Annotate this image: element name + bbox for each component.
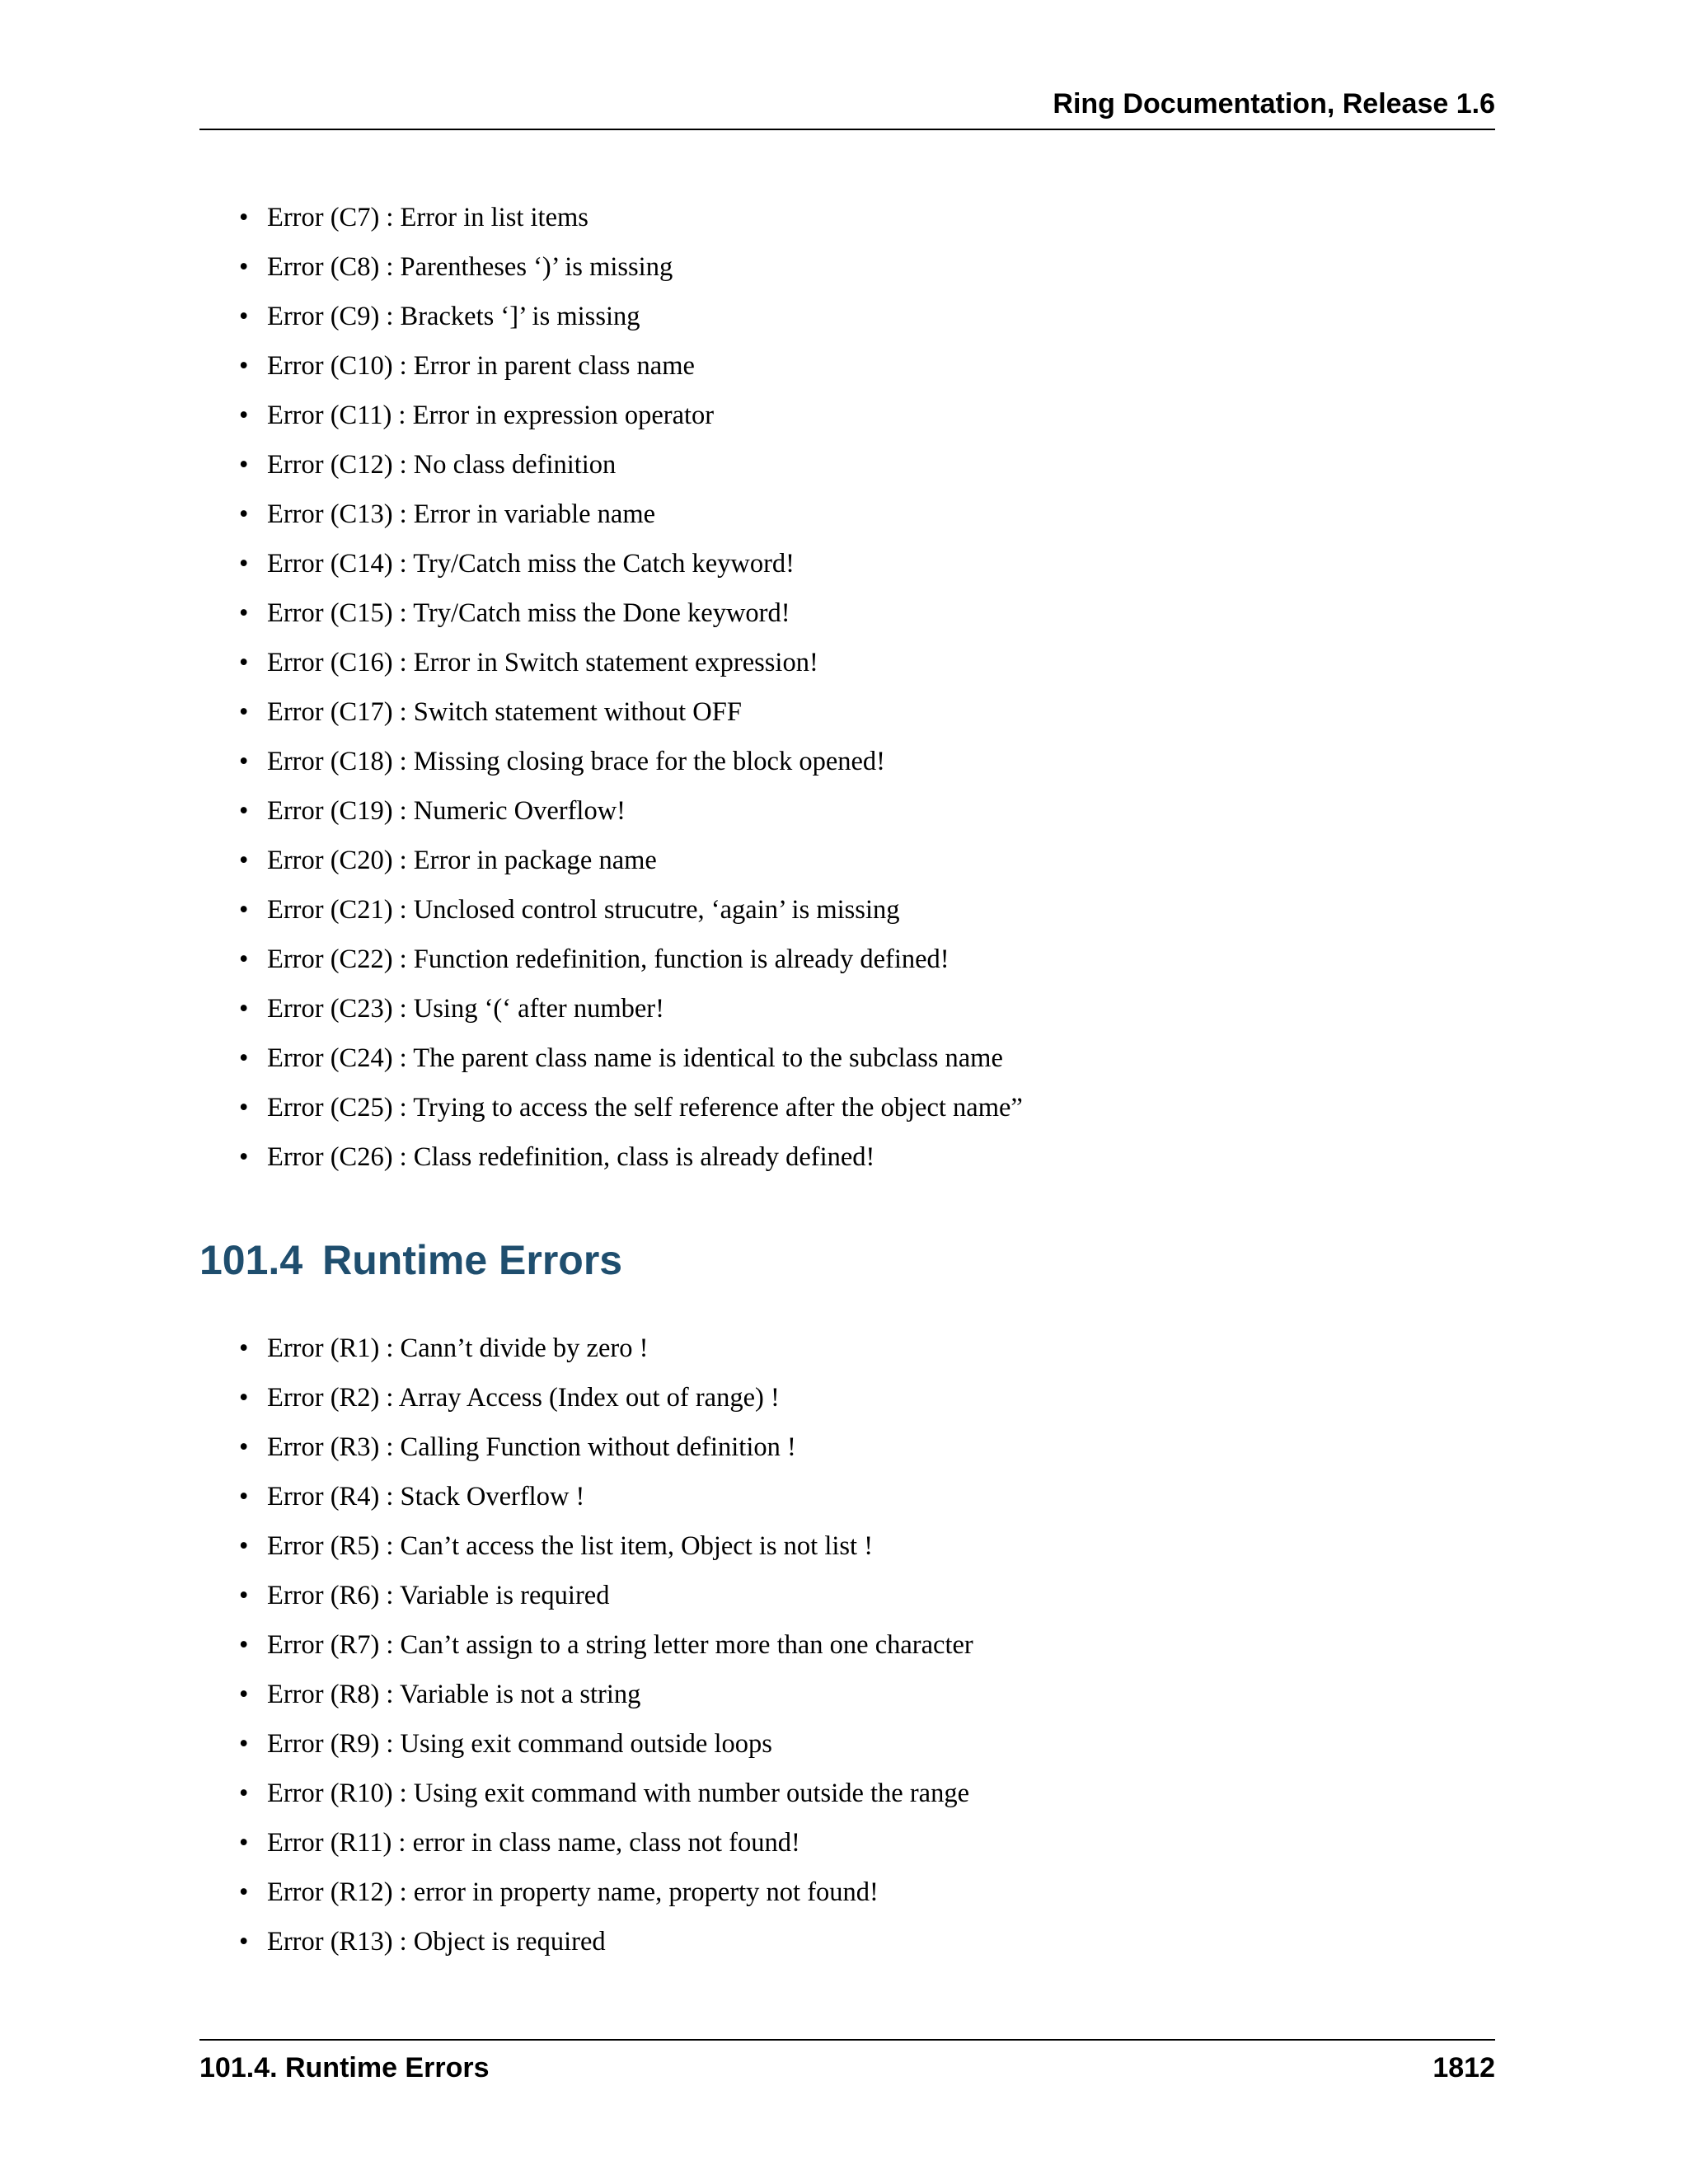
list-item	[239, 1868, 973, 1917]
bullet-icon: •	[239, 351, 249, 381]
list-item	[239, 1324, 973, 1373]
list-item	[239, 984, 1023, 1033]
list-item-text: Error (C15) : Try/Catch miss the Done keyword!	[267, 598, 790, 628]
list-item	[239, 341, 1023, 391]
list-item	[239, 885, 1023, 935]
list-item	[239, 836, 1023, 885]
list-item	[239, 440, 1023, 490]
bullet-icon: •	[239, 1531, 249, 1561]
bullet-icon: •	[239, 1581, 249, 1610]
bullet-icon: •	[239, 1729, 249, 1759]
running-header	[199, 89, 1495, 130]
list-item	[239, 737, 1023, 786]
list-item	[239, 588, 1023, 638]
bullet-icon: •	[239, 648, 249, 677]
list-item-text: Error (C17) : Switch statement without OFF	[267, 697, 742, 727]
list-item-text: Error (C8) : Parentheses ‘)’ is missing	[267, 252, 673, 282]
list-item-text: Error (R2) : Array Access (Index out of range) !	[267, 1383, 780, 1413]
list-item	[239, 1472, 973, 1521]
list-item-text: Error (C18) : Missing closing brace for the block opened!	[267, 747, 886, 776]
list-item	[239, 391, 1023, 440]
list-item	[239, 786, 1023, 836]
list-item	[239, 1620, 973, 1670]
list-item-text: Error (C26) : Class redefinition, class is already defined!	[267, 1142, 875, 1172]
list-item	[239, 193, 1023, 242]
list-item-text: Error (C14) : Try/Catch miss the Catch keyword!	[267, 549, 795, 579]
bullet-icon: •	[239, 1383, 249, 1413]
section-number: 101.4	[199, 1237, 303, 1283]
list-item	[239, 1670, 973, 1719]
bullet-icon: •	[239, 1779, 249, 1808]
bullet-icon: •	[239, 1043, 249, 1073]
bullet-icon: •	[239, 1828, 249, 1858]
list-item	[239, 539, 1023, 588]
list-item	[239, 1769, 973, 1818]
bullet-icon: •	[239, 1482, 249, 1511]
bullet-icon: •	[239, 994, 249, 1024]
bullet-icon: •	[239, 302, 249, 331]
bullet-icon: •	[239, 203, 249, 232]
list-item	[239, 1373, 973, 1422]
bullet-icon: •	[239, 450, 249, 480]
bullet-icon: •	[239, 1432, 249, 1462]
runtime-error-list	[239, 1324, 973, 1966]
bullet-icon: •	[239, 1333, 249, 1363]
section-title: Runtime Errors	[322, 1237, 623, 1283]
list-item-text: Error (C25) : Trying to access the self reference after the object name”	[267, 1093, 1023, 1122]
list-item	[239, 1571, 973, 1620]
footer-rule	[199, 2039, 1495, 2041]
list-item	[239, 1719, 973, 1769]
page-footer	[199, 2047, 1495, 2088]
list-item	[239, 292, 1023, 341]
bullet-icon: •	[239, 747, 249, 776]
list-item	[239, 242, 1023, 292]
page-number: 1812	[1432, 2052, 1495, 2083]
list-item-text: Error (R8) : Variable is not a string	[267, 1680, 641, 1709]
list-item-text: Error (C10) : Error in parent class name	[267, 351, 695, 381]
list-item	[239, 1917, 973, 1966]
list-item-text: Error (C22) : Function redefinition, function is already defined!	[267, 944, 950, 974]
list-item	[239, 935, 1023, 984]
bullet-icon: •	[239, 846, 249, 875]
list-item	[239, 1818, 973, 1868]
list-item-text: Error (C16) : Error in Switch statement expression!	[267, 648, 818, 677]
bullet-icon: •	[239, 252, 249, 282]
list-item-text: Error (C12) : No class definition	[267, 450, 617, 480]
bullet-icon: •	[239, 1877, 249, 1907]
bullet-icon: •	[239, 1093, 249, 1122]
list-item	[239, 687, 1023, 737]
bullet-icon: •	[239, 598, 249, 628]
bullet-icon: •	[239, 944, 249, 974]
bullet-icon: •	[239, 499, 249, 529]
bullet-icon: •	[239, 1630, 249, 1660]
list-item-text: Error (R12) : error in property name, property not found!	[267, 1877, 879, 1907]
list-item-text: Error (R6) : Variable is required	[267, 1581, 610, 1610]
list-item	[239, 638, 1023, 687]
list-item-text: Error (C24) : The parent class name is identical to the subclass name	[267, 1043, 1003, 1073]
list-item	[239, 1422, 973, 1472]
bullet-icon: •	[239, 796, 249, 826]
bullet-icon: •	[239, 1680, 249, 1709]
list-item-text: Error (C7) : Error in list items	[267, 203, 588, 232]
list-item-text: Error (C21) : Unclosed control strucutre, ‘again’ is missing	[267, 895, 900, 925]
list-item-text: Error (C11) : Error in expression operator	[267, 401, 715, 430]
list-item-text: Error (R13) : Object is required	[267, 1927, 606, 1957]
footer-section-label: 101.4. Runtime Errors	[199, 2052, 490, 2083]
list-item-text: Error (C13) : Error in variable name	[267, 499, 656, 529]
list-item-text: Error (C19) : Numeric Overflow!	[267, 796, 626, 826]
list-item-text: Error (C20) : Error in package name	[267, 846, 657, 875]
list-item	[239, 1083, 1023, 1132]
bullet-icon: •	[239, 895, 249, 925]
bullet-icon: •	[239, 1142, 249, 1172]
list-item-text: Error (R10) : Using exit command with number outside the range	[267, 1779, 970, 1808]
section-heading	[199, 1231, 622, 1289]
list-item-text: Error (C9) : Brackets ‘]’ is missing	[267, 302, 640, 331]
list-item-text: Error (R9) : Using exit command outside loops	[267, 1729, 772, 1759]
list-item-text: Error (R1) : Cann’t divide by zero !	[267, 1333, 649, 1363]
bullet-icon: •	[239, 697, 249, 727]
bullet-icon: •	[239, 401, 249, 430]
bullet-icon: •	[239, 1927, 249, 1957]
list-item	[239, 1132, 1023, 1182]
bullet-icon: •	[239, 549, 249, 579]
compiler-error-list	[239, 193, 1023, 1182]
list-item-text: Error (R3) : Calling Function without definition !	[267, 1432, 796, 1462]
list-item	[239, 1521, 973, 1571]
list-item-text: Error (R7) : Can’t assign to a string letter more than one character	[267, 1630, 973, 1660]
list-item	[239, 1033, 1023, 1083]
list-item-text: Error (R5) : Can’t access the list item, Object is not list !	[267, 1531, 874, 1561]
list-item-text: Error (R11) : error in class name, class not found!	[267, 1828, 800, 1858]
list-item-text: Error (R4) : Stack Overflow !	[267, 1482, 585, 1511]
running-header-title: Ring Documentation, Release 1.6	[1053, 88, 1495, 120]
list-item-text: Error (C23) : Using ‘(‘ after number!	[267, 994, 664, 1024]
list-item	[239, 490, 1023, 539]
